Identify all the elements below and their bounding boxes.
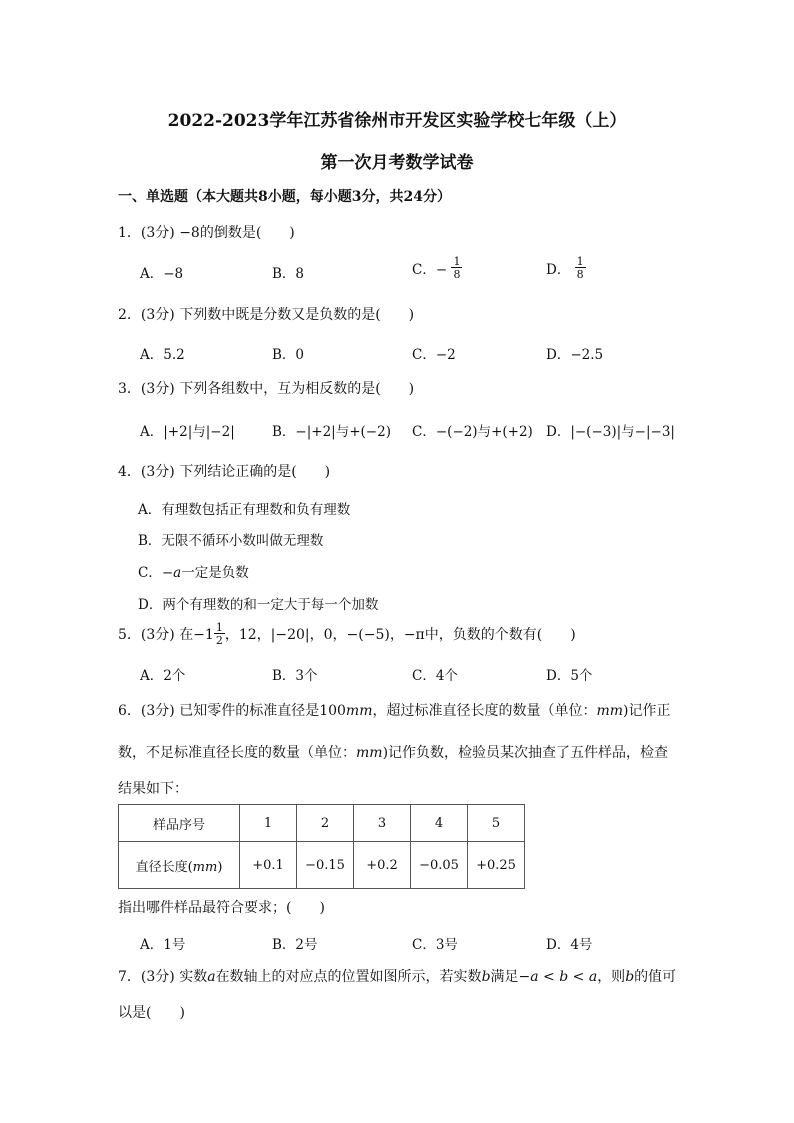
q7-line1-b: 在数轴上的对应点的位置如图所示，若实数	[215, 969, 482, 985]
q7-line1-a: 7．(3分) 实数	[118, 969, 208, 985]
q6-option-c: C．3号	[412, 937, 458, 953]
table-header-diameter	[119, 842, 240, 889]
exam-title-line1: 2022-2023学年江苏省徐州市开发区实验学校七年级（上）	[167, 111, 627, 131]
fraction-denominator: 2	[215, 634, 223, 647]
q2-option-a: A．5.2	[140, 347, 185, 363]
q1-option-c	[412, 256, 462, 280]
table-cell: 4	[411, 805, 468, 842]
question-3-stem: 3．(3分) 下列各组数中，互为相反数的是( )	[118, 381, 415, 397]
q6-line2-a: 数，不足标准直径长度的数量（单位：	[118, 745, 356, 761]
q3-option-b: B．−|+2|与+(−2)	[272, 424, 391, 440]
q1-option-d-fraction	[575, 256, 586, 280]
unit-mm: mm	[596, 703, 624, 719]
q4-option-c-prefix: C．−	[138, 565, 174, 581]
q4-option-c-suffix: 一定是负数	[181, 565, 249, 581]
table-row	[119, 805, 525, 842]
diameter-label-prefix: 直径长度(	[135, 859, 193, 875]
fraction-numerator: 1	[576, 255, 584, 268]
q7-line1-d: ，则	[597, 969, 626, 985]
q7-line1-c: 满足	[490, 969, 519, 985]
q3-option-c: C．−(−2)与+(+2)	[412, 424, 533, 440]
q5-option-a: A．2个	[140, 668, 186, 684]
q6-line1-b: ，超过标准直径长度的数量（单位：	[372, 703, 597, 719]
variable-b: b	[481, 969, 491, 985]
q1-option-a: A．−8	[140, 266, 184, 282]
q1-option-b: B．8	[272, 266, 305, 282]
q6-option-a: A．1号	[140, 937, 186, 953]
table-cell: −0.15	[297, 842, 354, 889]
table-cell: 1	[240, 805, 297, 842]
fraction-numerator: 1	[453, 255, 461, 268]
table-cell: 3	[354, 805, 411, 842]
table-cell: 2	[297, 805, 354, 842]
question-5-stem	[118, 622, 576, 646]
question-6-line2	[118, 742, 668, 762]
q5-option-d: D．5个	[546, 668, 593, 684]
question-6-prompt: 指出哪件样品最符合要求；( )	[118, 900, 325, 916]
question-2-stem: 2．(3分) 下列数中既是分数又是负数的是( )	[118, 307, 415, 323]
q5-option-c: C．4个	[412, 668, 458, 684]
unit-mm: mm	[356, 745, 383, 761]
fraction-denominator: 8	[453, 268, 461, 281]
table-cell: +0.1	[240, 842, 297, 889]
unit-mm: mm	[345, 703, 373, 719]
question-1-stem: 1．(3分) −8的倒数是( )	[118, 225, 295, 241]
variable-a: a	[173, 565, 182, 581]
fraction-denominator: 8	[576, 268, 584, 281]
q6-option-b: B．2号	[272, 937, 318, 953]
q4-option-c	[138, 561, 249, 581]
q4-option-b: B．无限不循环小数叫做无理数	[138, 533, 324, 549]
q6-line2-b: )记作负数，检验员某次抽查了五件样品，检查	[382, 745, 669, 761]
q5-stem-prefix: 5．(3分) 在−1	[118, 627, 214, 643]
question-7-line2: 以是( )	[118, 1005, 185, 1021]
section-heading: 一、单选题（本大题共8小题，每小题3分，共24分）	[118, 189, 451, 205]
q6-option-d: D．4号	[546, 937, 593, 953]
q1-option-d	[546, 256, 586, 280]
inequality: −a < b < a	[518, 969, 598, 985]
q3-option-d: D．|−(−3)|与−|−3|	[546, 424, 675, 440]
fraction-numerator: 1	[215, 621, 223, 634]
variable-a: a	[207, 969, 216, 985]
table-header-sample-number: 样品序号	[119, 805, 240, 842]
diameter-label-suffix: )	[217, 859, 223, 875]
q6-line1-a: 6．(3分) 已知零件的标准直径是100	[118, 703, 346, 719]
q7-line1-e: 的值可	[634, 969, 677, 985]
q2-option-d: D．−2.5	[546, 347, 604, 363]
question-4-stem: 4．(3分) 下列结论正确的是( )	[118, 464, 331, 480]
q4-option-d: D．两个有理数的和一定大于每一个加数	[138, 597, 379, 613]
q2-option-c: C．−2	[412, 347, 456, 363]
unit-mm: mm	[192, 859, 218, 875]
q5-stem-suffix: ，12，|−20|，0，−(−5)，−π中，负数的个数有( )	[224, 627, 576, 643]
table-cell: +0.25	[468, 842, 525, 889]
q5-mixed-fraction	[214, 622, 225, 646]
q1-option-c-prefix: C．−	[412, 262, 448, 278]
exam-title-line2: 第一次月考数学试卷	[320, 153, 474, 173]
sample-table	[118, 804, 525, 889]
question-7-line1	[118, 966, 676, 986]
variable-b: b	[625, 969, 635, 985]
table-cell: 5	[468, 805, 525, 842]
question-6-line3: 结果如下：	[118, 781, 188, 797]
q4-option-a: A．有理数包括正有理数和负有理数	[138, 502, 351, 518]
question-6-line1	[118, 700, 671, 720]
q5-option-b: B．3个	[272, 668, 318, 684]
q1-option-d-prefix: D．	[546, 262, 571, 278]
table-cell: −0.05	[411, 842, 468, 889]
q2-option-b: B．0	[272, 347, 305, 363]
q1-option-c-fraction	[451, 256, 462, 280]
q6-line1-c: )记作正	[623, 703, 671, 719]
q3-option-a: A．|+2|与|−2|	[140, 424, 235, 440]
table-cell: +0.2	[354, 842, 411, 889]
table-row	[119, 842, 525, 889]
